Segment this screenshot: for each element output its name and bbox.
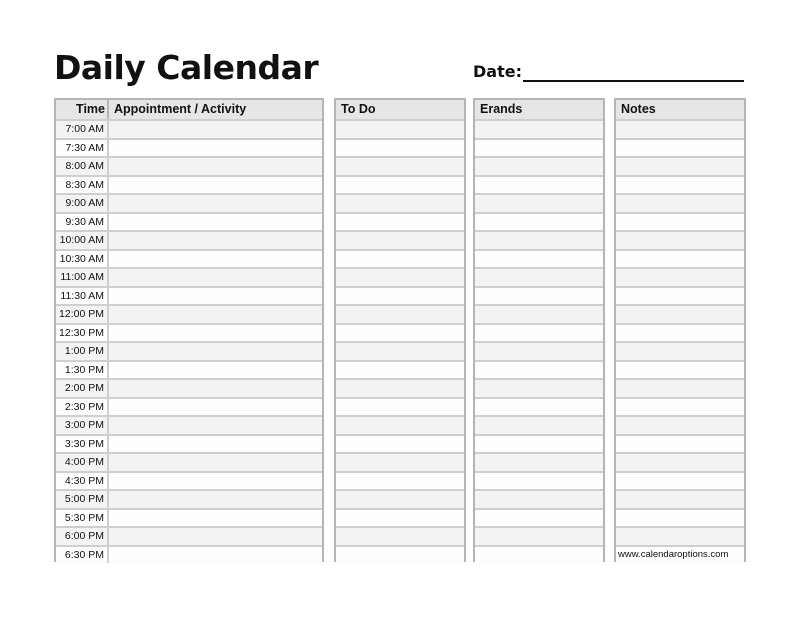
schedule-table [54, 98, 324, 562]
todo-row[interactable] [336, 528, 464, 545]
errands-row[interactable] [475, 214, 603, 231]
errands-row[interactable] [475, 399, 603, 416]
activity-entry-cell[interactable] [109, 454, 322, 471]
time-slot-label: 10:30 AM [56, 251, 107, 268]
todo-row[interactable] [336, 269, 464, 286]
errands-row[interactable] [475, 158, 603, 175]
errands-row[interactable] [475, 343, 603, 360]
time-slot-label: 3:30 PM [56, 436, 107, 453]
schedule-row [56, 232, 322, 249]
notes-row[interactable] [616, 177, 744, 194]
todo-row[interactable] [336, 417, 464, 434]
schedule-row [56, 510, 322, 527]
notes-row[interactable] [616, 510, 744, 527]
notes-list [614, 98, 746, 562]
schedule-row [56, 214, 322, 231]
todo-row[interactable] [336, 288, 464, 305]
date-underline[interactable] [523, 80, 744, 82]
time-slot-label: 3:00 PM [56, 417, 107, 434]
time-column-header: Time [76, 102, 105, 116]
time-slot-label: 7:00 AM [56, 121, 107, 138]
schedule-row [56, 547, 322, 564]
activity-entry-cell[interactable] [109, 343, 322, 360]
time-slot-label: 12:00 PM [56, 306, 107, 323]
errands-column-header: Erands [480, 102, 523, 116]
errands-row[interactable] [475, 325, 603, 342]
activity-entry-cell[interactable] [109, 195, 322, 212]
errands-header [475, 100, 603, 119]
errands-row[interactable] [475, 177, 603, 194]
activity-entry-cell[interactable] [109, 436, 322, 453]
time-slot-label: 6:00 PM [56, 528, 107, 545]
notes-row[interactable] [616, 140, 744, 157]
todo-row[interactable] [336, 214, 464, 231]
errands-row[interactable] [475, 288, 603, 305]
notes-row[interactable] [616, 343, 744, 360]
todo-row[interactable] [336, 473, 464, 490]
activity-entry-cell[interactable] [109, 214, 322, 231]
todo-row[interactable] [336, 251, 464, 268]
errands-row[interactable] [475, 547, 603, 564]
notes-row[interactable] [616, 214, 744, 231]
time-slot-label: 8:00 AM [56, 158, 107, 175]
activity-entry-cell[interactable] [109, 232, 322, 249]
activity-entry-cell[interactable] [109, 473, 322, 490]
notes-row[interactable] [616, 195, 744, 212]
todo-row[interactable] [336, 325, 464, 342]
todo-column-header: To Do [341, 102, 376, 116]
activity-entry-cell[interactable] [109, 140, 322, 157]
time-slot-label: 2:00 PM [56, 380, 107, 397]
time-slot-label: 8:30 AM [56, 177, 107, 194]
schedule-row [56, 417, 322, 434]
errands-row[interactable] [475, 269, 603, 286]
todo-row[interactable] [336, 454, 464, 471]
notes-row[interactable] [616, 121, 744, 138]
activity-entry-cell[interactable] [109, 251, 322, 268]
errands-list [473, 98, 605, 562]
todo-row[interactable] [336, 306, 464, 323]
notes-row[interactable] [616, 491, 744, 508]
time-slot-label: 11:00 AM [56, 269, 107, 286]
errands-row[interactable] [475, 121, 603, 138]
notes-row[interactable] [616, 158, 744, 175]
schedule-row [56, 380, 322, 397]
notes-row[interactable] [616, 454, 744, 471]
schedule-row [56, 269, 322, 286]
time-slot-label: 4:30 PM [56, 473, 107, 490]
todo-row[interactable] [336, 510, 464, 527]
notes-row[interactable] [616, 362, 744, 379]
notes-row[interactable] [616, 232, 744, 249]
activity-column-header: Appointment / Activity [114, 102, 247, 116]
todo-header [336, 100, 464, 119]
todo-row[interactable] [336, 491, 464, 508]
time-slot-label: 1:00 PM [56, 343, 107, 360]
notes-row[interactable] [616, 436, 744, 453]
errands-row[interactable] [475, 417, 603, 434]
activity-entry-cell[interactable] [109, 269, 322, 286]
todo-row[interactable] [336, 399, 464, 416]
activity-entry-cell[interactable] [109, 121, 322, 138]
errands-row[interactable] [475, 436, 603, 453]
errands-row[interactable] [475, 306, 603, 323]
time-slot-label: 5:00 PM [56, 491, 107, 508]
notes-row[interactable] [616, 399, 744, 416]
schedule-row [56, 362, 322, 379]
time-slot-label: 1:30 PM [56, 362, 107, 379]
todo-row[interactable] [336, 158, 464, 175]
todo-row[interactable] [336, 380, 464, 397]
schedule-header [56, 100, 322, 119]
errands-row[interactable] [475, 140, 603, 157]
schedule-row [56, 158, 322, 175]
activity-entry-cell[interactable] [109, 510, 322, 527]
errands-row[interactable] [475, 362, 603, 379]
time-slot-label: 9:00 AM [56, 195, 107, 212]
todo-row[interactable] [336, 177, 464, 194]
activity-entry-cell[interactable] [109, 380, 322, 397]
todo-row[interactable] [336, 121, 464, 138]
activity-entry-cell[interactable] [109, 177, 322, 194]
time-slot-label: 5:30 PM [56, 510, 107, 527]
todo-row[interactable] [336, 195, 464, 212]
date-field[interactable] [473, 60, 748, 84]
activity-entry-cell[interactable] [109, 325, 322, 342]
website-footer: www.calendaroptions.com [618, 548, 729, 560]
errands-row[interactable] [475, 528, 603, 545]
schedule-row [56, 288, 322, 305]
schedule-row [56, 454, 322, 471]
schedule-row [56, 436, 322, 453]
date-label: Date: [473, 62, 522, 81]
notes-row[interactable] [616, 473, 744, 490]
notes-row[interactable] [616, 417, 744, 434]
schedule-row [56, 325, 322, 342]
schedule-row [56, 121, 322, 138]
todo-row[interactable] [336, 547, 464, 564]
notes-row[interactable] [616, 288, 744, 305]
activity-entry-cell[interactable] [109, 547, 322, 564]
schedule-row [56, 491, 322, 508]
todo-row[interactable] [336, 140, 464, 157]
errands-row[interactable] [475, 195, 603, 212]
time-slot-label: 4:00 PM [56, 454, 107, 471]
activity-entry-cell[interactable] [109, 158, 322, 175]
todo-list [334, 98, 466, 562]
activity-entry-cell[interactable] [109, 417, 322, 434]
notes-row[interactable] [616, 547, 744, 564]
errands-row[interactable] [475, 454, 603, 471]
time-slot-label: 11:30 AM [56, 288, 107, 305]
schedule-row [56, 399, 322, 416]
errands-row[interactable] [475, 491, 603, 508]
time-slot-label: 10:00 AM [56, 232, 107, 249]
notes-row[interactable] [616, 325, 744, 342]
activity-entry-cell[interactable] [109, 306, 322, 323]
errands-row[interactable] [475, 380, 603, 397]
todo-row[interactable] [336, 362, 464, 379]
todo-row[interactable] [336, 232, 464, 249]
notes-column-header: Notes [621, 102, 656, 116]
notes-row[interactable] [616, 380, 744, 397]
errands-row[interactable] [475, 510, 603, 527]
schedule-row [56, 343, 322, 360]
notes-row[interactable] [616, 269, 744, 286]
schedule-row [56, 177, 322, 194]
time-slot-label: 6:30 PM [56, 547, 107, 564]
notes-row[interactable] [616, 251, 744, 268]
schedule-row [56, 473, 322, 490]
errands-row[interactable] [475, 232, 603, 249]
schedule-row [56, 306, 322, 323]
todo-row[interactable] [336, 436, 464, 453]
time-slot-label: 9:30 AM [56, 214, 107, 231]
schedule-row [56, 140, 322, 157]
schedule-row [56, 195, 322, 212]
time-slot-label: 12:30 PM [56, 325, 107, 342]
errands-row[interactable] [475, 251, 603, 268]
schedule-row [56, 528, 322, 545]
activity-entry-cell[interactable] [109, 491, 322, 508]
page-title: Daily Calendar [54, 48, 319, 87]
time-slot-label: 7:30 AM [56, 140, 107, 157]
activity-entry-cell[interactable] [109, 528, 322, 545]
notes-row[interactable] [616, 306, 744, 323]
schedule-row [56, 251, 322, 268]
errands-row[interactable] [475, 473, 603, 490]
time-slot-label: 2:30 PM [56, 399, 107, 416]
column-divider [107, 100, 109, 119]
activity-entry-cell[interactable] [109, 362, 322, 379]
todo-row[interactable] [336, 343, 464, 360]
activity-entry-cell[interactable] [109, 288, 322, 305]
notes-header [616, 100, 744, 119]
activity-entry-cell[interactable] [109, 399, 322, 416]
notes-row[interactable] [616, 528, 744, 545]
